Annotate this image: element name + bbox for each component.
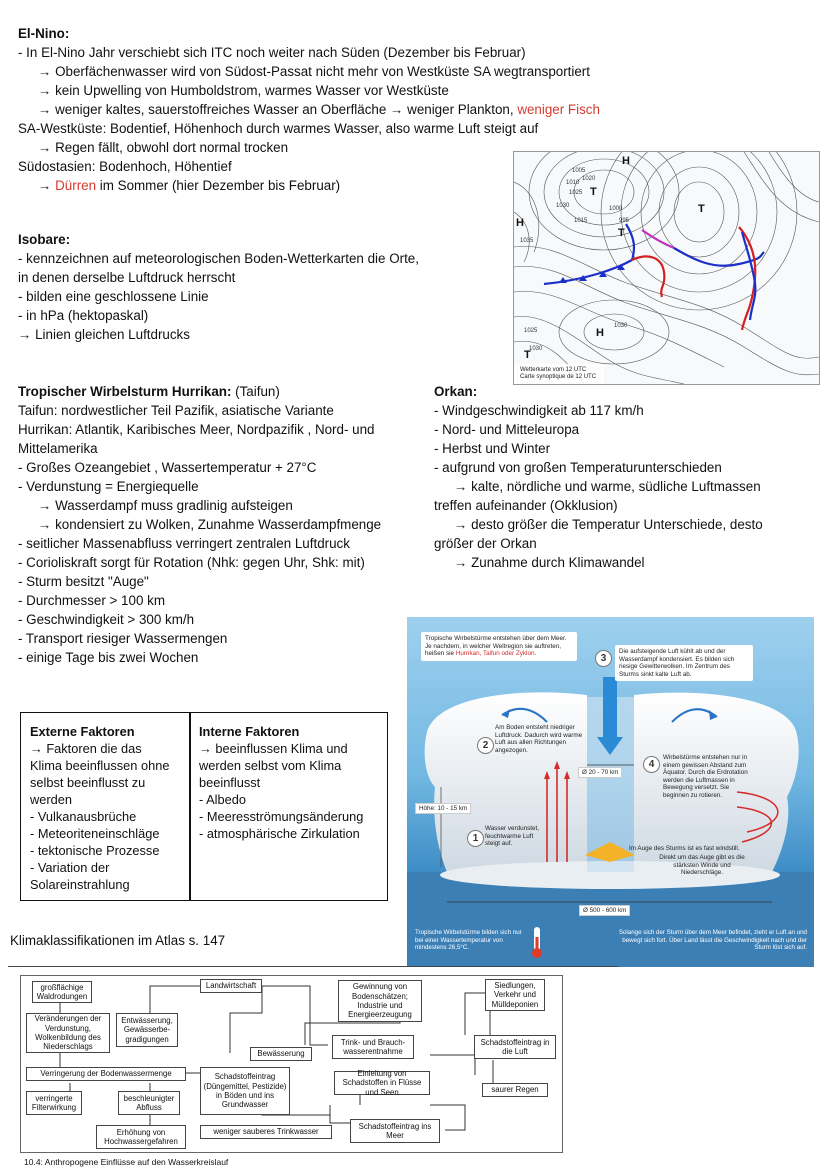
svg-text:H: H	[596, 327, 604, 339]
orkan-line-5: → kalte, nördliche und warme, südliche Luftmassen	[454, 479, 761, 494]
svg-text:H: H	[622, 155, 630, 167]
isobar-map-graphic	[514, 152, 819, 384]
svg-text:T: T	[698, 203, 705, 215]
elnino-line-7: Südostasien: Bodenhoch, Höhentief	[18, 159, 232, 174]
svg-text:1010: 1010	[566, 180, 580, 186]
box-schadstoff-meer: Schadstoffeintrag ins Meer	[350, 1119, 440, 1143]
orkan-line-1: - Windgeschwindigkeit ab 117 km/h	[434, 403, 644, 418]
box-schadstoff-boden: Schadstoffeintrag (Düngemittel, Pestizide) in Böden und ins Grundwasser	[200, 1067, 290, 1115]
svg-text:T: T	[618, 227, 625, 239]
step-3-note: Die aufsteigende Luft kühlt ab und der Wasserdampf kondensiert. Es bilden sich riesige Gewitterwolken. Im Zentrum des Sturms sinkt kalte Luft ab.	[615, 645, 753, 681]
svg-text:H: H	[516, 217, 524, 229]
isobare-line-5: → Linien gleichen Luftdrucks	[18, 327, 190, 342]
hurrikan-line-11: - Durchmesser > 100 km	[18, 593, 165, 608]
box-bewaesserung: Bewässerung	[250, 1047, 312, 1061]
step-3-marker: 3	[595, 650, 612, 667]
svg-text:1030: 1030	[614, 323, 628, 329]
orkan-line-8: größer der Orkan	[434, 536, 537, 551]
step-2-note: Am Boden entsteht niedriger Luftdruck. Dadurch wird warme Luft aus allen Richtungen angezogen.	[495, 724, 583, 754]
svg-text:995: 995	[619, 218, 630, 224]
svg-text:T: T	[524, 349, 531, 361]
elnino-line-2: → Oberfächenwasser wird von Südost-Passat nicht mehr von Westküste SA wegtransportiert	[38, 64, 590, 79]
map-caption-fr: Carte synoptique de 12 UTC	[520, 374, 597, 380]
hurrikan-line-10: - Sturm besitzt "Auge"	[18, 574, 149, 589]
box-landwirtschaft: Landwirtschaft	[200, 979, 262, 993]
orkan-section	[434, 382, 763, 572]
hurrikan-line-9: - Corioliskraft sorgt für Rotation (Nhk: gegen Uhr, Shk: mit)	[18, 555, 365, 570]
step-1-note: Wasser verdunstet, feuchtwarme Luft steigt auf.	[485, 825, 540, 848]
orkan-title: Orkan:	[434, 384, 478, 399]
hurrikan-line-1: Taifun: nordwestlicher Teil Pazifik, asiatische Variante	[18, 403, 334, 418]
climate-factors-table	[20, 712, 388, 901]
orkan-line-2: - Nord- und Mitteleuropa	[434, 422, 580, 437]
eye-wall-note: Direkt um das Auge gibt es die stärksten Winde und Niederschläge.	[659, 854, 745, 877]
flowchart-caption: 10.4: Anthropogene Einflüsse auf den Wasserkreislauf	[24, 1157, 229, 1167]
klima-note: Klimaklassifikationen im Atlas s. 147	[10, 933, 226, 948]
hurrikan-line-13: - Transport riesiger Wassermengen	[18, 631, 228, 646]
box-filterwirkung: verringerte Filterwirkung	[26, 1091, 82, 1115]
cyclone-intro-note: Tropische Wirbelstürme entstehen über dem Meer. Je nachdem, in welcher Weltregion sie auftreten, heißen sie Hurrikan, Taifun oder Zyklon.	[421, 632, 577, 661]
hurrikan-line-14: - einige Tage bis zwei Wochen	[18, 650, 199, 665]
isobare-line-1: - kennzeichnen auf meteorologischen Boden-Wetterkarten die Orte,	[18, 251, 419, 266]
elnino-line-5: SA-Westküste: Bodentief, Höhenhoch durch warmes Wasser, also warme Luft steigt auf	[18, 121, 539, 136]
box-schadstoff-luft: Schadstoffeintrag in die Luft	[474, 1035, 556, 1059]
eye-diameter-label: Ø 20 - 70 km	[578, 767, 622, 778]
section-divider	[8, 966, 618, 967]
isobare-title: Isobare:	[18, 232, 71, 247]
step-2-marker: 2	[477, 737, 494, 754]
svg-text:1025: 1025	[524, 328, 538, 334]
step-1-marker: 1	[467, 830, 484, 847]
eye-note: Im Auge des Sturms ist es fast windstill.	[629, 845, 740, 852]
orkan-line-4: - aufgrund von großen Temperaturunterschieden	[434, 460, 722, 475]
table-divider	[189, 713, 191, 900]
box-abfluss: beschleunigter Abfluss	[118, 1091, 180, 1115]
box-entwaesserung: Entwässerung, Gewässerbe-gradigungen	[116, 1013, 178, 1047]
isobare-line-4: - in hPa (hektopaskal)	[18, 308, 149, 323]
svg-text:1030: 1030	[556, 203, 570, 209]
box-einleitung: Einleitung von Schadstoffen in Flüsse und Seen	[334, 1071, 430, 1095]
hurrikan-line-7: → kondensiert zu Wolken, Zunahme Wasserdampfmenge	[38, 517, 382, 532]
elnino-line-3: → kein Upwelling von Humboldstrom, warmes Wasser vor Westküste	[38, 83, 449, 98]
box-saurer-regen: saurer Regen	[482, 1083, 548, 1097]
highlight-weniger-fisch: weniger Fisch	[517, 102, 600, 117]
hurrikan-section	[18, 382, 381, 667]
elnino-line-6: → Regen fällt, obwohl dort normal trocken	[38, 140, 289, 155]
external-factors-column: Externe Faktoren → Faktoren die das Klima beeinflussen ohne selbst beeinflusst zu werden - Vulkanausbrüche - Meteoriteneinschläge - tektonische Prozesse - Variation der Solareinstrahlung	[30, 724, 170, 892]
box-hochwasser: Erhöhung von Hochwassergefahren	[96, 1125, 186, 1149]
hurrikan-line-2: Hurrikan: Atlantik, Karibisches Meer, Nordpazifik , Nord- und	[18, 422, 375, 437]
isobare-section	[18, 230, 419, 344]
water-cycle-flowchart	[20, 975, 563, 1167]
external-factors-title: Externe Faktoren	[30, 724, 135, 739]
elnino-line-8: → Dürren im Sommer (hier Dezember bis Februar)	[38, 178, 341, 193]
box-bodenschaetze: Gewinnung von Bodenschätzen; Industrie und Energieerzeugung	[338, 980, 422, 1022]
orkan-line-3: - Herbst und Winter	[434, 441, 551, 456]
elnino-title: El-Nino:	[18, 26, 70, 41]
hurrikan-line-4: - Großes Ozeangebiet , Wassertemperatur + 27°C	[18, 460, 317, 475]
hurrikan-line-12: - Geschwindigkeit > 300 km/h	[18, 612, 195, 627]
orkan-line-9: → Zunahme durch Klimawandel	[454, 555, 645, 570]
svg-text:1000: 1000	[609, 206, 623, 212]
svg-text:1025: 1025	[569, 190, 583, 196]
svg-text:1030: 1030	[529, 346, 543, 352]
hurrikan-line-5: - Verdunstung = Energiequelle	[18, 479, 199, 494]
box-bodenwasser: Verringerung der Bodenwassermenge	[26, 1067, 186, 1081]
bottom-right-note: Solange sich der Sturm über dem Meer befindet, zieht er Luft an und bewegt sich fort. Über Land lässt die Geschwindigkeit nach und der Sturm löst sich auf.	[618, 929, 807, 951]
svg-text:1015: 1015	[574, 218, 588, 224]
isobare-line-2: in denen derselbe Luftdruck herrscht	[18, 270, 236, 285]
box-verdunstung: Veränderungen der Verdunstung, Wolkenbildung des Niederschlags	[26, 1013, 110, 1053]
hurrikan-line-8: - seitlicher Massenabfluss verringert zentralen Luftdruck	[18, 536, 350, 551]
internal-factors-column: Interne Faktoren → beeinflussen Klima und werden selbst vom Klima beeinflusst - Albedo - Meeresströmungsänderung - atmosphärische Zirkulation	[199, 724, 364, 841]
hurrikan-line-6: → Wasserdampf muss gradlinig aufsteigen	[38, 498, 293, 513]
orkan-line-6: treffen aufeinander (Okklusion)	[434, 498, 618, 513]
highlight-duerren: Dürren	[55, 178, 97, 193]
hurrikan-title: Tropischer Wirbelsturm Hurrikan: (Taifun)	[18, 384, 280, 399]
cyclone-diagram	[407, 617, 814, 967]
orkan-line-7: → desto größer die Temperatur Unterschiede, desto	[454, 517, 763, 532]
internal-factors-title: Interne Faktoren	[199, 724, 300, 739]
svg-text:1005: 1005	[572, 168, 586, 174]
svg-text:T: T	[590, 186, 597, 198]
elnino-line-4: → weniger kaltes, sauerstoffreiches Wasser an Oberfläche → weniger Plankton, weniger Fisch	[38, 102, 600, 117]
step-4-marker: 4	[643, 756, 660, 773]
bottom-left-note: Tropische Wirbelstürme bilden sich nur bei einer Wassertemperatur von mindestens 26,5°C.	[415, 929, 522, 951]
elnino-line-1: - In El-Nino Jahr verschiebt sich ITC noch weiter nach Süden (Dezember bis Februar)	[18, 45, 526, 60]
height-label: Höhe: 10 - 15 km	[415, 803, 471, 814]
hurrikan-line-3: Mittelamerika	[18, 441, 98, 456]
isobare-line-3: - bilden eine geschlossene Linie	[18, 289, 209, 304]
svg-text:1020: 1020	[582, 176, 596, 182]
weather-map	[513, 151, 820, 385]
step-4-note: Wirbelstürme entstehen nur in einem gewissen Abstand zum Äquator. Durch die Erdrotation werden die Luftmassen in Bewegung versetzt. Sie beginnen zu rotieren.	[663, 754, 748, 799]
box-waldrodungen: großflächige Waldrodungen	[32, 981, 92, 1003]
map-caption-de: Wetterkarte vom 12 UTC	[520, 367, 587, 373]
diameter-label: Ø 500 - 600 km	[579, 905, 630, 916]
box-siedlungen: Siedlungen, Verkehr und Mülldeponien	[485, 979, 545, 1011]
box-weniger-trinkwasser: weniger sauberes Trinkwasser	[200, 1125, 332, 1139]
svg-text:1035: 1035	[520, 238, 534, 244]
box-trinkwasser: Trink- und Brauch-wasserentnahme	[332, 1035, 414, 1059]
